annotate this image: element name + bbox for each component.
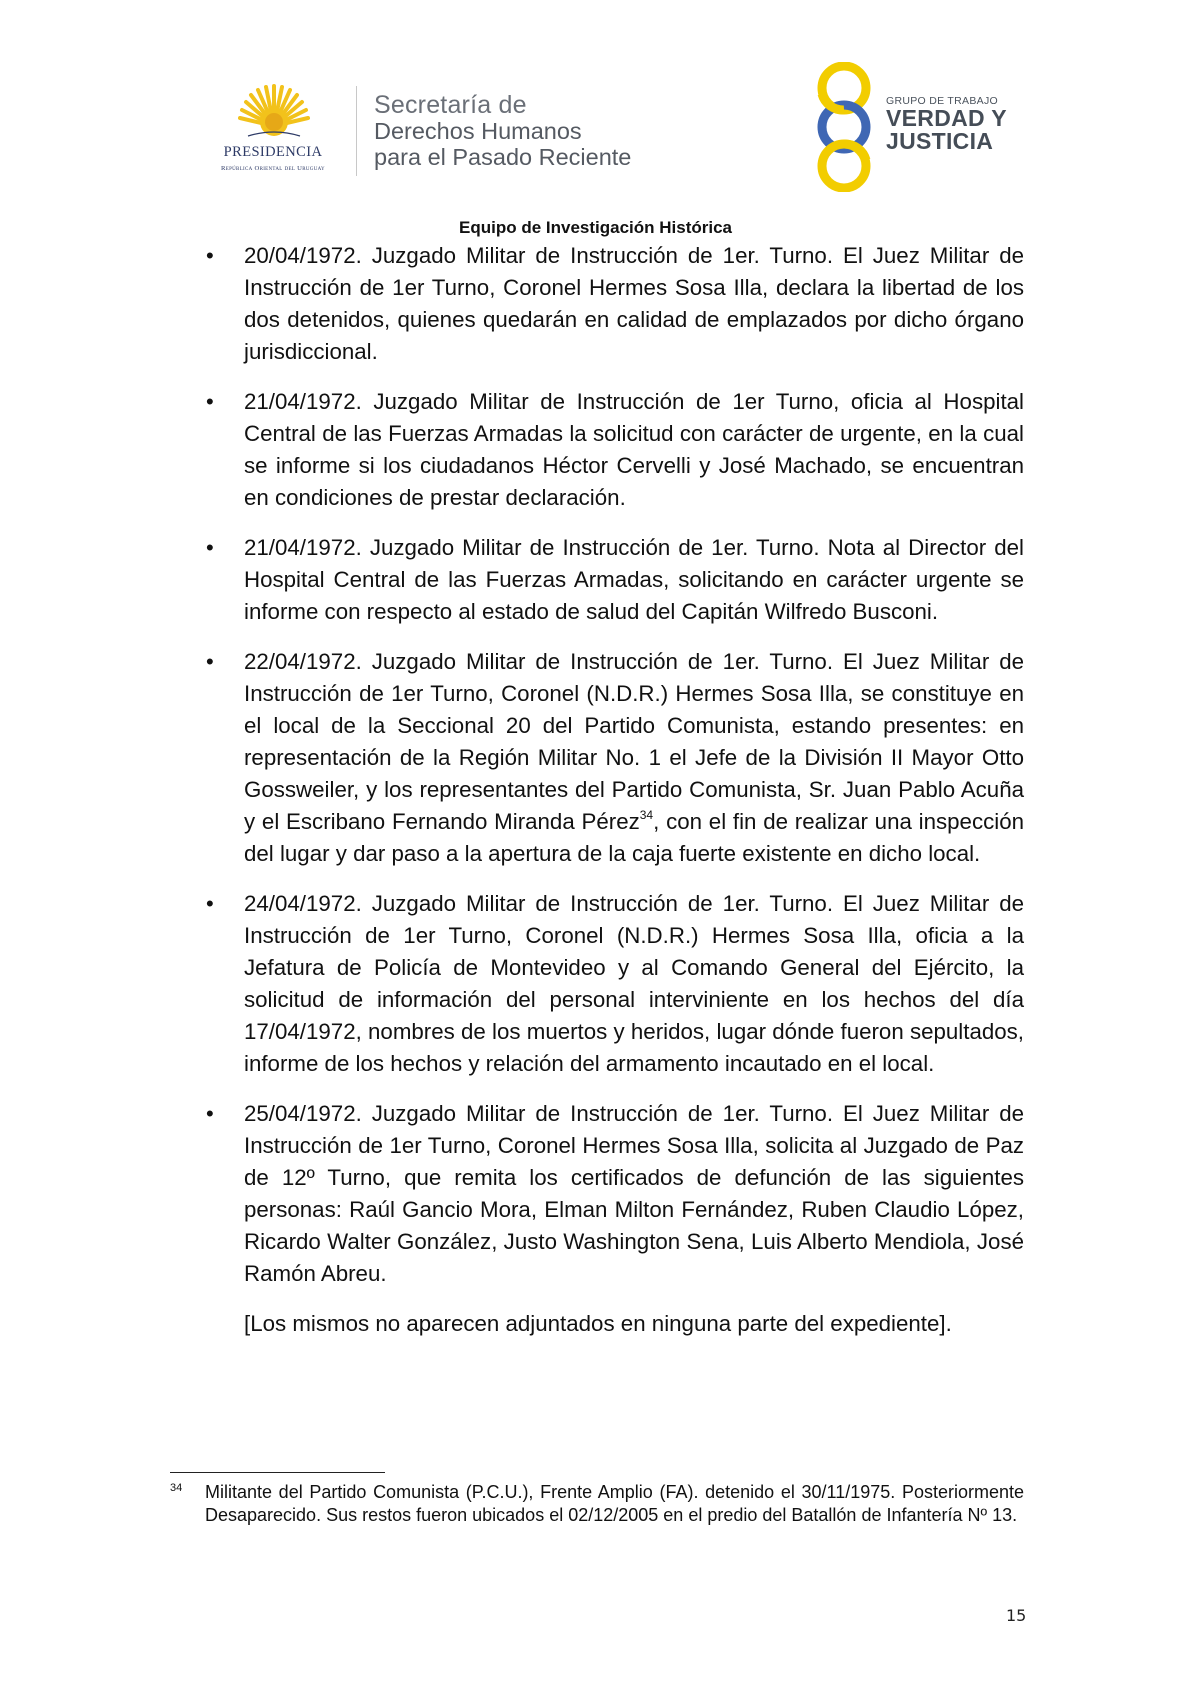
entry-text: 22/04/1972. Juzgado Militar de Instrucción de 1er. Turno. El Juez Militar de Instrucción de 1er Turno, Coronel (N.D.R.) Hermes Sosa Illa, se constituye en el local de la Seccional 20 del Partido Comunista, estando presentes: en representación de la Región Militar No. 1 el Jefe de la División II Mayor Otto Gossweiler, y los representantes del Partido Comunista, Sr. Juan Pablo Acuña y el Escribano Fernando Miranda Pérez [244, 649, 1024, 834]
bullet-icon: • [206, 1101, 214, 1126]
document-body [206, 240, 1024, 1340]
footnote-text: Militante del Partido Comunista (P.C.U.), Frente Amplio (FA). detenido el 30/11/1975. Posteriormente Desaparecido. Sus restos fueron ubicados el 02/12/2005 en el predio del Batallón de Infantería Nº 13. [205, 1482, 1024, 1525]
page-header [0, 0, 1191, 237]
presidencia-title: PRESIDENCIA [223, 144, 323, 160]
team-title: Equipo de Investigación Histórica [459, 218, 732, 237]
page-number: 15 [1006, 1606, 1027, 1625]
sun-emblem-icon [238, 82, 310, 142]
entry-text: 20/04/1972. Juzgado Militar de Instrucción de 1er. Turno. El Juez Militar de Instrucción de 1er Turno, Coronel Hermes Sosa Illa, declara la libertad de los dos detenidos, quienes quedarán en calidad de emplazados por dicho órgano jurisdiccional. [244, 243, 1024, 364]
list-item [206, 240, 1024, 368]
list-item [206, 386, 1024, 514]
entry-text-continued: , con el fin de realizar una inspección del lugar y dar paso a la apertura de la caja fuerte existente en dicho local. [244, 809, 1024, 866]
presidencia-subtitle: República Oriental del Uruguay [221, 165, 325, 172]
list-item [206, 646, 1024, 870]
presidencia-logo [198, 82, 348, 178]
grupo-line-1: GRUPO DE TRABAJO [886, 95, 998, 107]
entry-text: 25/04/1972. Juzgado Militar de Instrucción de 1er. Turno. El Juez Militar de Instrucción de 1er Turno, Coronel Hermes Sosa Illa, solicita al Juzgado de Paz de 12º Turno, que remita los certificados de defunción de las siguientes personas: Raúl Gancio Mora, Elman Milton Fernández, Ruben Claudio López, Ricardo Walter González, Justo Washington Sena, Luis Alberto Mendiola, José Ramón Abreu. [244, 1101, 1024, 1286]
secretaria-name [374, 92, 631, 170]
header-divider [356, 86, 357, 176]
list-item [206, 532, 1024, 628]
footnote [170, 1481, 1024, 1527]
grupo-verdad-justicia-logo [808, 62, 1018, 192]
list-item [206, 1098, 1024, 1290]
bullet-icon: • [206, 389, 214, 414]
footnote-divider [170, 1472, 385, 1473]
bullet-icon: • [206, 535, 214, 560]
secretaria-line-3: para el Pasado Reciente [374, 144, 632, 170]
entry-text: 21/04/1972. Juzgado Militar de Instrucción de 1er Turno, oficia al Hospital Central de las Fuerzas Armadas la solicitud con carácter de urgente, en la cual se informe si los ciudadanos Héctor Cervelli y José Machado, se encuentran en condiciones de prestar declaración. [244, 389, 1024, 510]
entry-text: 21/04/1972. Juzgado Militar de Instrucción de 1er. Turno. Nota al Director del Hospital Central de las Fuerzas Armadas, solicitando en carácter urgente se informe con respecto al estado de salud del Capitán Wilfredo Busconi. [244, 535, 1024, 624]
grupo-line-3: JUSTICIA [886, 128, 994, 154]
bullet-icon: • [206, 891, 214, 916]
grupo-line-2: VERDAD Y [886, 105, 1007, 131]
entry-text: 24/04/1972. Juzgado Militar de Instrucción de 1er. Turno. El Juez Militar de Instrucción de 1er Turno, Coronel (N.D.R.) Hermes Sosa Illa, oficia a la Jefatura de Policía de Montevideo y al Comando General del Ejército, la solicitud de información del personal interviniente en los hechos del día 17/04/1972, nombres de los muertos y heridos, lugar dónde fueron sepultados, informe de los hechos y relación del armamento incautado en el local. [244, 891, 1024, 1076]
editorial-note: [Los mismos no aparecen adjuntados en ninguna parte del expediente]. [244, 1311, 952, 1336]
footnote-reference[interactable]: 34 [639, 808, 654, 822]
footnote-number: 34 [170, 1482, 183, 1494]
secretaria-line-2: Derechos Humanos [374, 118, 582, 144]
grupo-text [886, 95, 1007, 153]
secretaria-line-1: Secretaría de [374, 91, 527, 119]
bullet-icon: • [206, 649, 214, 674]
list-item [206, 888, 1024, 1080]
interlocked-rings-icon [808, 62, 880, 192]
bullet-icon: • [206, 243, 214, 268]
